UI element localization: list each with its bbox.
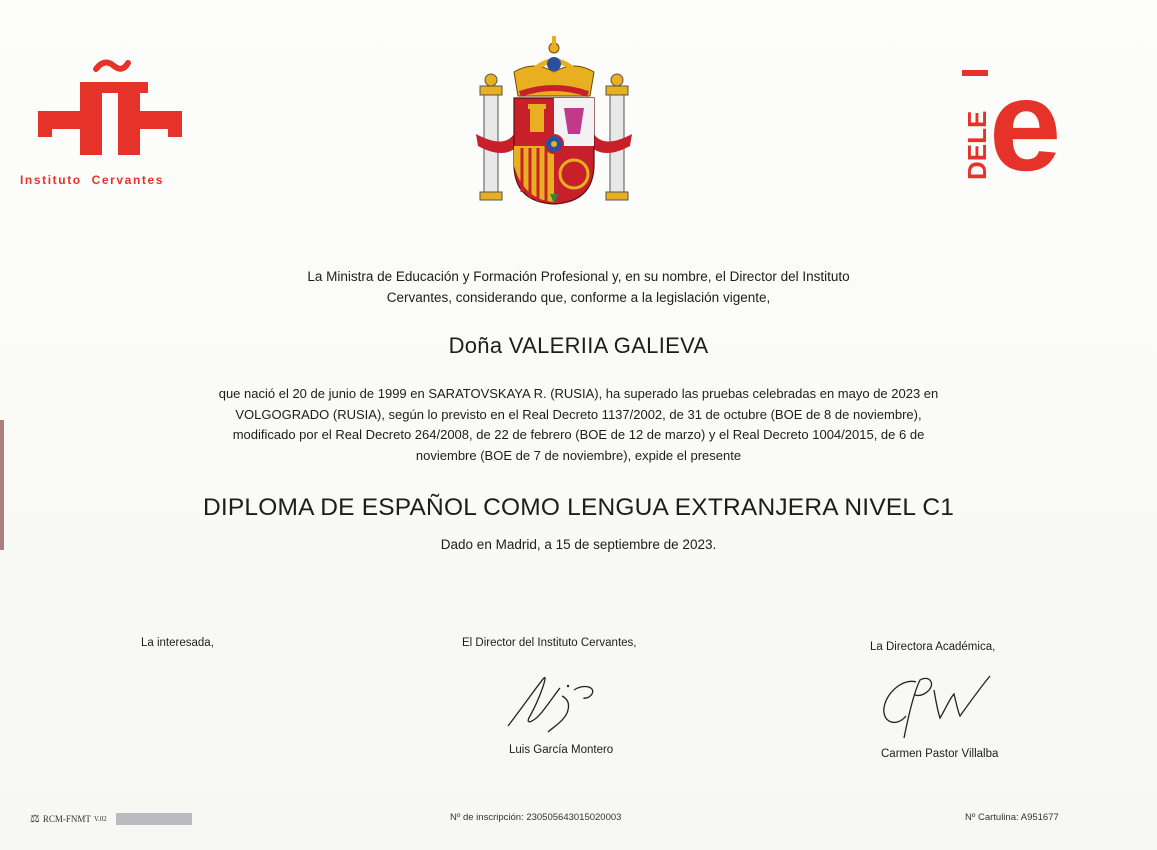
instituto-cervantes-name: Instituto Cervantes bbox=[20, 173, 165, 187]
director-signature-icon bbox=[500, 668, 630, 738]
body-paragraph bbox=[0, 384, 1157, 466]
directora-name: Carmen Pastor Villalba bbox=[881, 748, 999, 760]
intro-line: La Ministra de Educación y Formación Profesional y, en su nombre, el Director del Instituto bbox=[307, 269, 850, 284]
spain-coat-of-arms-icon bbox=[474, 34, 634, 209]
card-number: Nº Cartulina: A951677 bbox=[965, 812, 1059, 823]
inscription-number: Nº de inscripción: 230505643015020003 bbox=[450, 812, 622, 823]
shield-icon bbox=[514, 98, 594, 204]
body-line: VOLGOGRADO (RUSIA), según lo previsto en el Real Decreto 1137/2002, de 31 de octubre (BOE de 8 de noviembre), bbox=[235, 406, 922, 422]
interesada-label: La interesada, bbox=[141, 637, 214, 649]
diploma-title: DIPLOMA DE ESPAÑOL COMO LENGUA EXTRANJERA NIVEL C1 bbox=[202, 494, 955, 521]
directora-signature-icon bbox=[876, 668, 1006, 748]
holder-name: Doña VALERIIA GALIEVA bbox=[448, 333, 709, 358]
rcm-mark bbox=[30, 812, 192, 825]
body-line: noviembre (BOE de 7 de noviembre), expide el presente bbox=[415, 447, 742, 463]
left-pillar-icon bbox=[480, 74, 502, 200]
intro-line: Cervantes, considerando que, conforme a la legislación vigente, bbox=[386, 290, 771, 305]
body-line: que nació el 20 de junio de 1999 en SARATOVSKAYA R. (RUSIA), ha superado las pruebas celebradas en mayo de 2023 en bbox=[218, 386, 939, 401]
crown-icon bbox=[514, 36, 594, 96]
dele-vertical-text: DELE bbox=[962, 110, 992, 180]
rcm-label: RCM-FNMT bbox=[42, 813, 91, 824]
intro-paragraph bbox=[0, 266, 1157, 308]
fnmt-emblem-icon: ⚖ bbox=[30, 813, 40, 825]
cervantes-symbol-icon bbox=[38, 55, 188, 160]
dele-e-letter: e bbox=[989, 68, 1062, 188]
right-pillar-icon bbox=[606, 74, 628, 200]
directora-label: La Directora Académica, bbox=[870, 641, 996, 653]
issue-date: Dado en Madrid, a 15 de septiembre de 2023. bbox=[440, 537, 717, 552]
instituto-cervantes-logo bbox=[20, 55, 210, 195]
rcm-version: V.02 bbox=[93, 814, 107, 823]
director-name: Luis García Montero bbox=[509, 744, 614, 756]
barcode-strip bbox=[116, 813, 192, 825]
director-label: El Director del Instituto Cervantes, bbox=[462, 637, 637, 649]
dele-logo bbox=[955, 68, 1095, 188]
body-line: modificado por el Real Decreto 264/2008, de 22 de febrero (BOE de 12 de marzo) y el Real Decreto 1004/2015, de 6 de bbox=[232, 427, 925, 442]
